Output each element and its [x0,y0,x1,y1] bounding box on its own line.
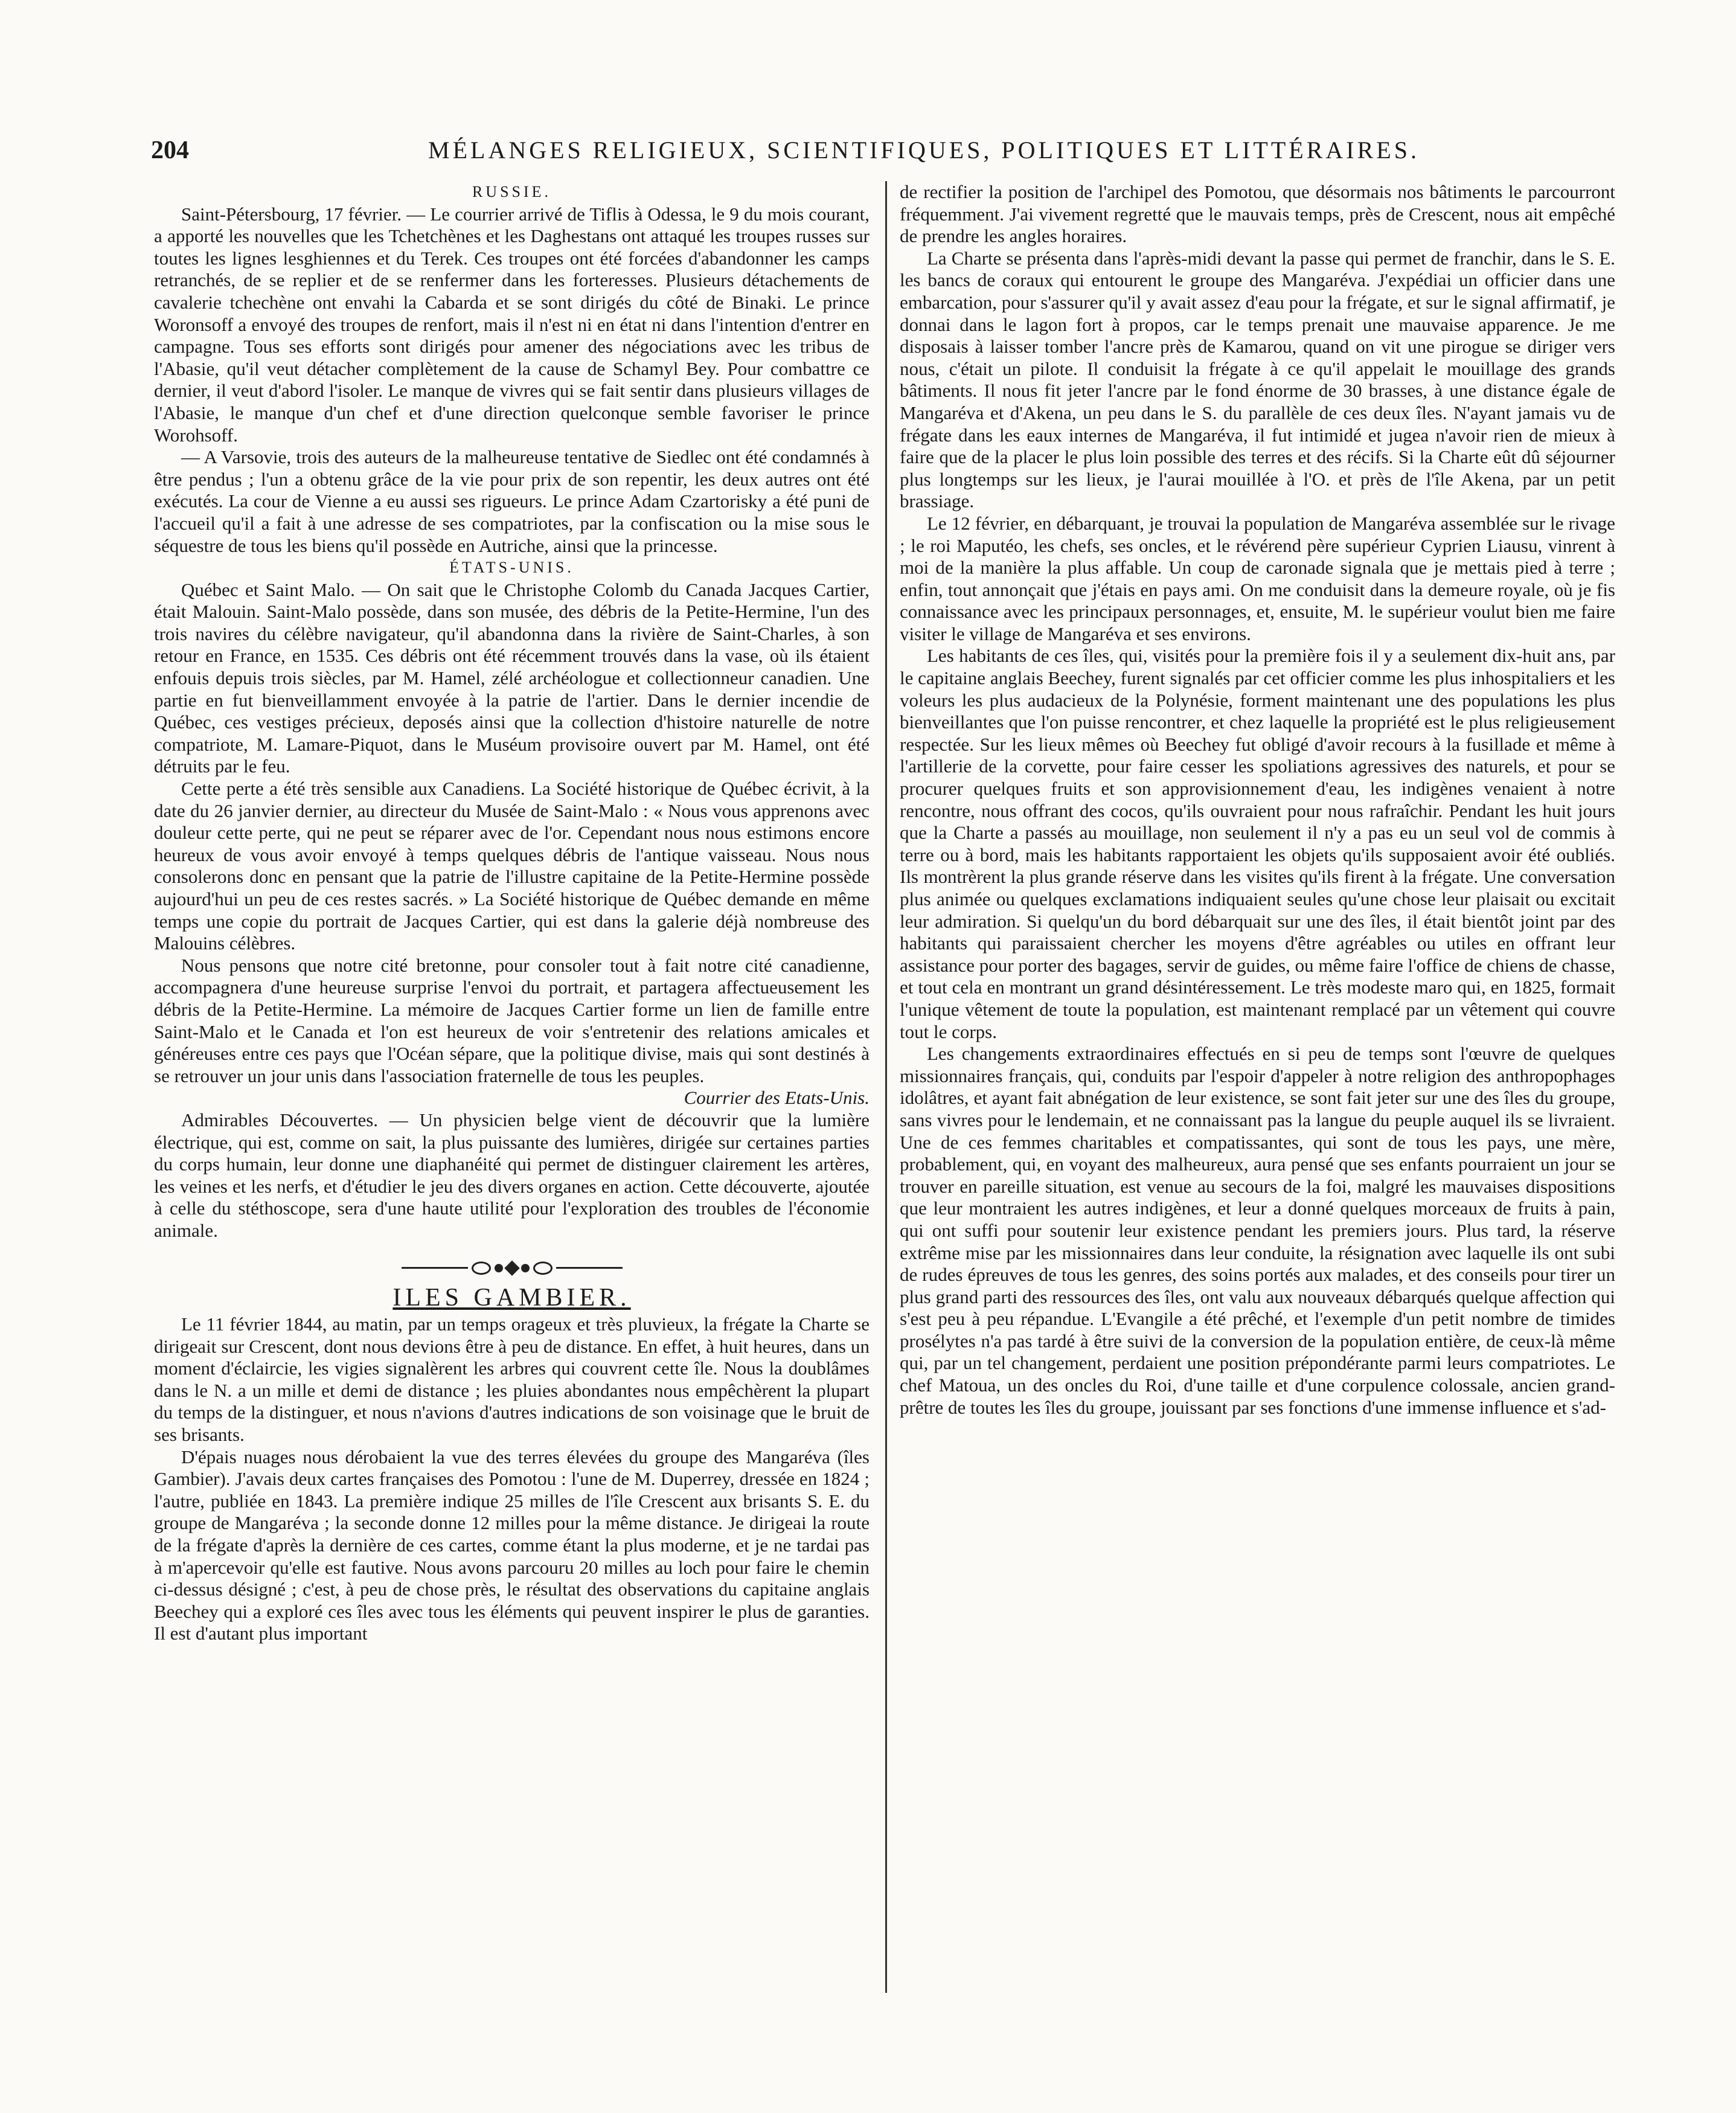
paragraph: Nous pensons que notre cité bretonne, pour consoler tout à fait notre cité canadienne, accompagnera d'une heureuse surprise l'envoi du portrait, et partagera affectueusement les débris de la Petite-Hermine. La mémoire de Jacques Cartier forme un lien de famille entre Saint-Malo et le Canada et l'on est heureux de voir s'entretenir des relations amicales et généreuses entre ces pays que l'Océan sépare, que la politique divise, mais qui sont destinés à se retrouver un jour unis dans l'association fraternelle de tous les peuples. [154,954,870,1086]
running-title: MÉLANGES RELIGIEUX, SCIENTIFIQUES, POLITIQUES ET LITTÉRAIRES. [428,136,1420,164]
paragraph: La Charte se présenta dans l'après-midi devant la passe qui permet de franchir, dans le S. E. les bancs de coraux qui entourent le groupe des Mangaréva. J'expédiai un officier dans une embarcation, pour s'assurer qu'il y avait assez d'eau pour la frégate, et sur le signal affirmatif, je donnai dans le lagon fort à propos, car le temps prenait une mauvaise apparence. Je me disposais à laisser tomber l'ancre près de Kamarou, quand on vit une pirogue se diriger vers nous, c'était un pilote. Il conduisit la frégate à ce qu'il appelait le mouillage des grands bâtiments. Il nous fit jeter l'ancre par le fond énorme de 30 brasses, à une distance égale de Mangaréva et d'Akena, un peu dans le S. du parallèle de ces deux îles. N'ayant jamais vu de frégate dans les eaux internes de Mangaréva, il fut intimidé et jugea n'avoir rien de mieux à faire que de la placer le plus loin possible des terres et des récifs. Si la Charte eût dû séjourner plus longtemps sur les lieux, je l'aurai mouillée à l'O. et près de l'île Akena, par un petit brassiage. [900,247,1615,512]
paragraph: Les habitants de ces îles, qui, visités pour la première fois il y a seulement dix-huit ans, par le capitaine anglais Beechey, furent signalés par cet officier comme les plus inhospitaliers et les voleurs les plus audacieux de la Polynésie, forment maintenant une des populations les plus bienveillantes que l'on puisse rencontrer, et chez laquelle la propriété est le plus religieusement respectée. Sur les lieux mêmes où Beechey fut obligé d'avoir recours à la fusillade et même à l'artillerie de la corvette, pour faire cesser les spoliations agressives des naturels, et pour se procurer quelques fruits et son approvisionnement d'eau, les indigènes venaient à notre rencontre, nous offrant des cocos, qu'ils ouvraient pour nous rafraîchir. Pendant les huit jours que la Charte a passés au mouillage, non seulement il n'y a pas eu un seul vol de commis à terre ou à bord, mais les habitants rapportaient les objets qu'ils supposaient avoir été oubliés. Ils montrèrent la plus grande réserve dans les visites qu'ils firent à la frégate. Une conversation plus animée ou quelques exclamations indiquaient seules qu'une chose leur plaisait ou excitait leur admiration. Si quelqu'un du bord débarquait sur une des îles, il était bientôt joint par des habitants qui paraissaient chercher les moyens d'être agréables ou utiles en offrant leur assistance pour porter des bagages, servir de guides, ou même faire l'office de chiens de chasse, et tout cela en montrant un grand désintéressement. Le très modeste maro qui, en 1825, formait l'unique vêtement de toute la population, est maintenant remplacé par un vêtement qui couvre tout le corps. [900,645,1615,1042]
paragraph: Québec et Saint Malo. — On sait que le Christophe Colomb du Canada Jacques Cartier, était Malouin. Saint-Malo possède, dans son musée, des débris de la Petite-Hermine, l'un des trois navires du célèbre navigateur, qu'il abandonna dans la rivière de Saint-Charles, à son retour en France, en 1535. Ces débris ont été récemment trouvés dans la vase, où ils étaient enfouis depuis trois siècles, par M. Hamel, zélé archéologue et collectionneur canadien. Une partie en fut bienveillamment envoyée à la patrie de l'artier. Dans le dernier incendie de Québec, ces vestiges précieux, deposés ainsi que la collection d'histoire naturelle de notre compatriote, M. Lamare-Piquot, dans le Muséum provisoire ouvert par M. Hamel, ont été détruits par le feu. [154,579,870,777]
column-rule [885,181,887,1993]
right-column [900,181,1615,1419]
left-column [154,181,870,1645]
paragraph: Le 12 février, en débarquant, je trouvai la population de Mangaréva assemblée sur le rivage ; le roi Maputéo, les chefs, ses oncles, et le révérend père supérieur Cyprien Liausu, vinrent à moi de la manière la plus affable. Un coup de caronade signala que je mettais pied à terre ; enfin, tout annonçait que j'étais en pays ami. On me conduisit dans la demeure royale, où je fis connaissance avec les principaux personnages, et, ensuite, M. le supérieur voulut bien me faire visiter le village de Mangaréva et ses environs. [900,512,1615,644]
section-heading-russie: RUSSIE. [472,183,552,200]
signature: Courrier des Etats-Unis. [684,1087,870,1109]
paragraph: — A Varsovie, trois des auteurs de la malheureuse tentative de Siedlec ont été condamnés à être pendus ; l'un a obtenu grâce de la vie pour prix de son repentir, les deux autres ont été exécutés. La cour de Vienne a eu aussi ses rigueurs. Le prince Adam Czartorisky a été puni de l'accueil qu'il a fait à une adresse de ses compatriotes, par la confiscation ou la mise sous le séquestre de tous les biens qu'il possède en Autriche, ainsi que la princesse. [154,446,870,556]
paragraph: Saint-Pétersbourg, 17 février. — Le courrier arrivé de Tiflis à Odessa, le 9 du mois courant, a apporté les nouvelles que les Tchetchènes et les Daghestans ont attaqué les troupes russes sur toutes les lignes lesghiennes et du Terek. Ces troupes ont été forcées d'abandonner les camps retranchés, de se replier et de se renfermer dans les forteresses. Plusieurs détachements de cavalerie tchechène ont envahi la Cabarda et se sont dirigés du côté de Binaki. Le prince Woronsoff a envoyé des troupes de renfort, mais il n'est ni en état ni dans l'intention d'entrer en campagne. Tous ses efforts sont dirigés pour amener des négociations avec les tribus de l'Abasie, qu'il veut détacher complètement de la cause de Schamyl Bey. Pour combattre ce dernier, il veut d'abord l'isoler. Le manque de vivres qui se fait sentir dans plusieurs villages de l'Abasie, le manque d'un chef et d'une direction quelconque semble favoriser le prince Worohsoff. [154,203,870,446]
article-title: ILES GAMBIER. [392,1283,631,1312]
paragraph: Admirables Découvertes. — Un physicien belge vient de découvrir que la lumière électrique, qui est, comme on sait, la plus puissante des lumières, dirigée sur certaines parties du corps humain, leur donne une diaphanéité qui permet de distinguer clairement les artères, les veines et les nerfs, et d'étudier le jeu des divers organes en action. Cette découverte, ajoutée à celle du stéthoscope, sera d'une haute utilité pour l'exploration des troubles de l'économie animale. [154,1109,870,1241]
page-number: 204 [151,136,189,164]
page-header [151,136,1612,172]
ornament-divider-icon [154,1252,870,1284]
paragraph: D'épais nuages nous dérobaient la vue des terres élevées du groupe des Mangaréva (îles Gambier). J'avais deux cartes françaises des Pomotou : l'une de M. Duperrey, dressée en 1824 ; l'autre, publiée en 1843. La première indique 25 milles de l'île Crescent aux brisants S. E. du groupe de Mangaréva ; la seconde donne 12 milles pour la même distance. Je dirigeai la route de la frégate d'après la dernière de ces cartes, comme étant la plus moderne, et je ne tardai pas à m'apercevoir qu'elle est fautive. Nous avons parcouru 20 milles au loch pour faire le chemin ci-dessus désigné ; c'est, à peu de chose près, le résultat des observations du capitaine anglais Beechey qui a exploré ces îles avec tous les éléments qui peuvent inspirer le plus de garanties. Il est d'autant plus important [154,1446,870,1644]
section-heading-etats-unis: ÉTATS-UNIS. [449,559,574,577]
paragraph: Cette perte a été très sensible aux Canadiens. La Société historique de Québec écrivit, à la date du 26 janvier dernier, au directeur du Musée de Saint-Malo : « Nous vous apprenons avec douleur cette perte, qui ne peut se réparer avec de l'or. Cependant nous nous estimons encore heureux de vous avoir envoyé à temps quelques débris de l'antique vaisseau. Nous nous consolerons donc en pensant que la patrie de l'illustre capitaine de la Petite-Hermine possède aujourd'hui un peu de ces restes sacrés. » La Société historique de Québec demande en même temps une copie du portrait de Jacques Cartier, qui est dans la galerie déjà nombreuse des Malouins célèbres. [154,778,870,954]
paragraph: Les changements extraordinaires effectués en si peu de temps sont l'œuvre de quelques missionnaires français, qui, conduits par l'espoir d'appeler à notre religion des anthropophages idolâtres, et ayant fait abnégation de leur existence, se sont fait jeter sur une des îles du groupe, sans vivres pour le lendemain, et ne connaissant pas la langue du peuple auquel ils se livraient. Une de ces femmes charitables et compatissantes, qui sont de tous les pays, une mère, probablement, qui, en voyant des malheureux, aura pensé que ses enfants pourraient un jour se trouver en pareille situation, est venue au secours de la foi, malgré les mauvaises dispositions que leur montraient les autres indigènes, et leur a donné quelques morceaux de fruits à pain, qui ont suffi pour soutenir leur existence pendant les premiers jours. Plus tard, la réserve extrême mise par les missionnaires dans leur conduite, la résignation avec laquelle ils ont subi de rudes épreuves de tous les genres, des soins portés aux malades, et des conseils pour tirer un plus grand parti des ressources des îles, ont valu aux nouveaux débarqués quelque affection qui s'est peu à peu répandue. L'Evangile a été prêché, et l'exemple d'un petit nombre de timides prosélytes n'a pas tardé à être suivi de la conversion de la population entière, de ceux-là même qui, par un tel changement, perdaient une position prépondérante parmi leurs compatriotes. Le chef Matoua, un des oncles du Roi, d'une taille et d'une corpulence colossale, ancien grand-prêtre de toutes les îles du groupe, jouissant par ses fonctions d'une immense influence et s'ad- [900,1043,1615,1418]
paragraph: de rectifier la position de l'archipel des Pomotou, que désormais nos bâtiments le parcourront fréquemment. J'ai vivement regretté que le mauvais temps, près de Crescent, nous ait empêché de prendre les angles horaires. [900,181,1615,247]
paragraph: Le 11 février 1844, au matin, par un temps orageux et très pluvieux, la frégate la Charte se dirigeait sur Crescent, dont nous devions être à peu de distance. En effet, à huit heures, dans un moment d'éclaircie, les vigies signalèrent les arbres qui couvrent cette île. Nous la doublâmes dans le N. a un mille et demi de distance ; les pluies abondantes nous empêchèrent la plupart du temps de la distinguer, et nous n'avions d'autres indications de son voisinage que le bruit de ses brisants. [154,1313,870,1446]
